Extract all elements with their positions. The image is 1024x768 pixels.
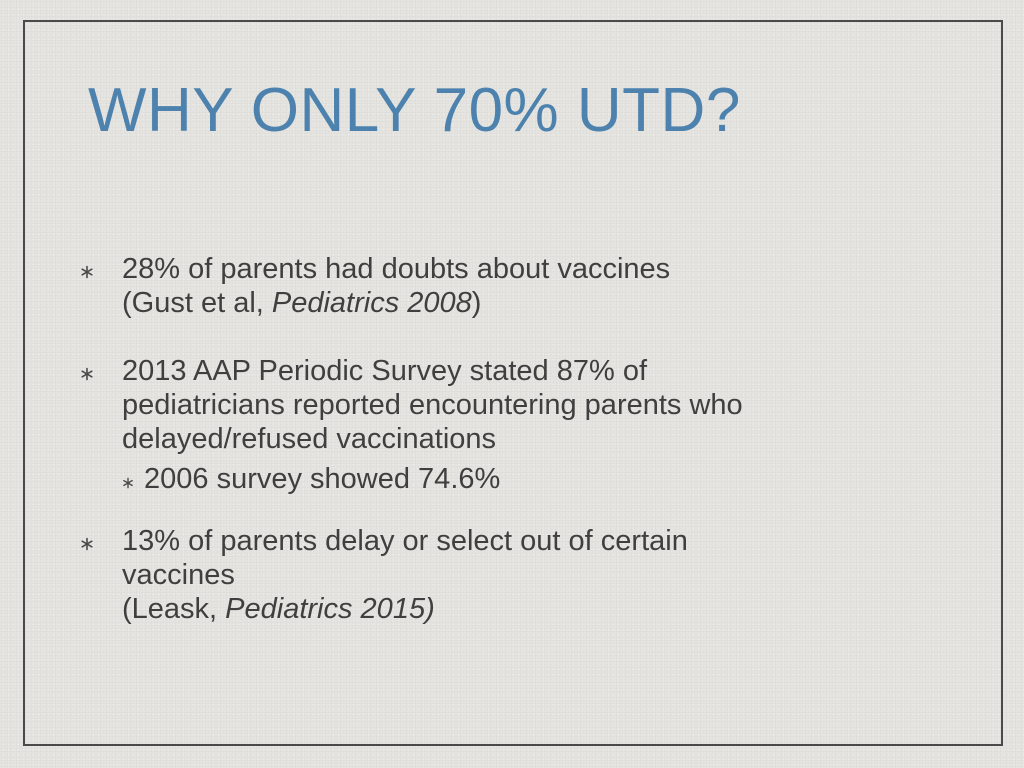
bullet-line: 13% of parents delay or select out of certain [122,525,688,557]
citation-journal: Pediatrics 2015) [225,593,435,625]
citation-journal: Pediatrics 2008 [271,287,472,319]
bullet-line: 28% of parents had doubts about vaccines [122,253,671,285]
bullet-list [80,252,930,626]
asterisk-bullet-icon [80,537,94,551]
bullet-line: delayed/refused vaccinations [122,423,497,455]
citation-prefix: (Leask, [122,593,226,625]
bullet-item-delay-select [80,524,930,626]
sub-bullet-item [122,462,930,496]
citation-prefix: (Gust et al, [122,287,272,319]
bullet-line: vaccines [122,559,235,591]
sub-bullet-list [122,462,930,496]
asterisk-bullet-icon [80,367,94,381]
bullet-line: pediatricians reported encountering parents who [122,389,743,421]
bullet-item-aap-survey [80,354,930,496]
bullet-line: 2013 AAP Periodic Survey stated 87% of [122,355,648,387]
slide-title: WHY ONLY 70% UTD? [88,76,741,145]
citation-line [122,286,930,320]
citation-line [122,592,930,626]
citation-suffix: ) [471,287,482,319]
asterisk-sub-bullet-icon [122,477,134,489]
asterisk-bullet-icon [80,265,94,279]
sub-bullet-text: 2006 survey showed 74.6% [144,463,501,495]
bullet-item-parent-doubts [80,252,930,320]
